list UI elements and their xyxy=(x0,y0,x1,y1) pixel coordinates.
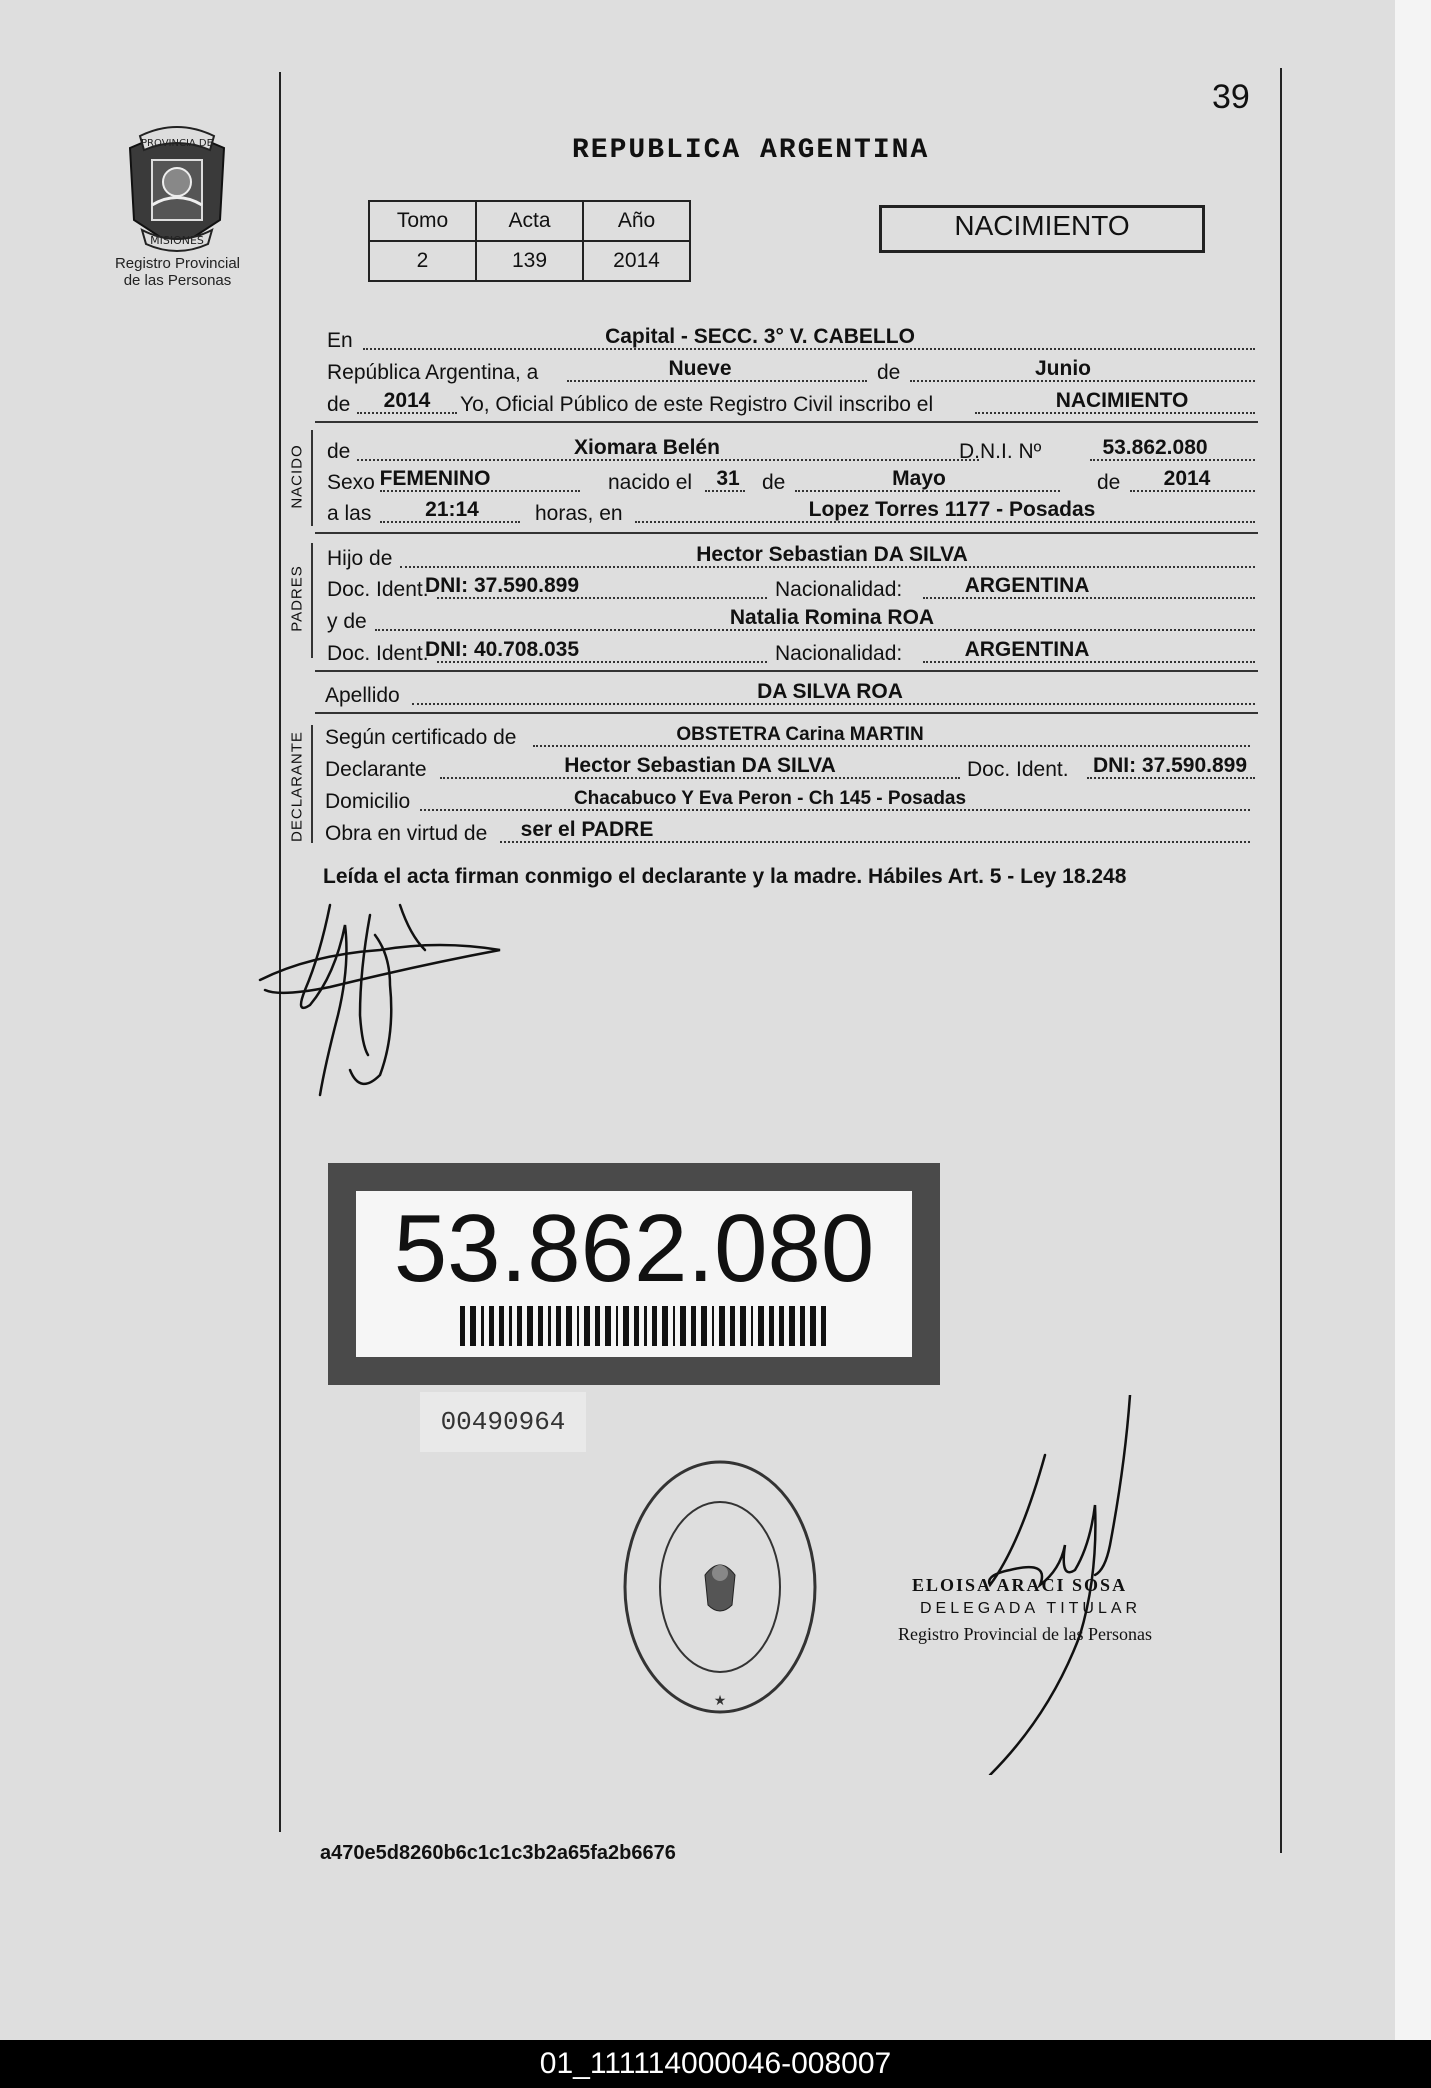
apellido-label: Apellido xyxy=(325,684,400,707)
segun-label: Según certificado de xyxy=(325,726,517,749)
page-number: 39 xyxy=(1212,78,1250,116)
declarante-bracket xyxy=(311,725,313,843)
barcode xyxy=(460,1306,826,1346)
logo-caption-line1: Registro Provincial xyxy=(114,255,241,272)
mother-name: Natalia Romina ROA xyxy=(729,606,935,629)
official-seal xyxy=(620,1455,820,1720)
birth-day: 31 xyxy=(716,467,740,490)
logo-caption-line2: de las Personas xyxy=(123,272,232,289)
svg-text:★: ★ xyxy=(713,1693,727,1709)
registry-table-header-row xyxy=(369,201,690,241)
value-acta: 139 xyxy=(476,241,583,281)
declarante-row-obra xyxy=(325,818,1255,848)
section-rule xyxy=(315,421,1258,423)
nacido-row-time xyxy=(325,498,1255,528)
value-ano: 2014 xyxy=(583,241,690,281)
value-tomo: 2 xyxy=(369,241,476,281)
mother-doc: DNI: 40.708.035 xyxy=(424,638,580,661)
header-tomo: Tomo xyxy=(369,201,476,241)
right-margin-line xyxy=(1280,68,1282,1853)
obra-value: ser el PADRE xyxy=(520,818,654,841)
page-edge xyxy=(1395,0,1431,2040)
domicilio-value: Chacabuco Y Eva Peron - Ch 145 - Posadas xyxy=(573,788,967,809)
yo-text: Yo, Oficial Público de este Registro Civil inscribo el xyxy=(460,393,934,416)
republica-label: República Argentina, a xyxy=(327,361,539,384)
padres-bracket xyxy=(311,543,313,658)
father-doc: DNI: 37.590.899 xyxy=(424,574,580,597)
registry-table-value-row xyxy=(369,241,690,281)
apellido-row xyxy=(325,680,1255,710)
official-title: DELEGADA TITULAR xyxy=(920,1600,1142,1617)
birth-month: Mayo xyxy=(892,467,946,490)
declarant-signature xyxy=(250,895,520,1105)
month-value: Junio xyxy=(1035,357,1091,380)
nacido-de-label: de xyxy=(327,440,351,463)
dni-plate-inner xyxy=(356,1191,912,1357)
declarante-label: Declarante xyxy=(325,758,427,781)
sexo-value: FEMENINO xyxy=(379,467,491,490)
nacido-row-name xyxy=(325,436,1255,466)
de-label: de xyxy=(877,361,901,384)
logo-caption xyxy=(100,255,255,289)
intro-row-en xyxy=(325,325,1255,355)
birth-de-label: de xyxy=(762,471,786,494)
padres-row-father xyxy=(325,543,1255,573)
father-doc-label: Doc. Ident. xyxy=(327,578,429,601)
padres-section-label: PADRES xyxy=(288,565,306,632)
nacido-el-label: nacido el xyxy=(608,471,693,494)
birth-time: 21:14 xyxy=(425,498,479,521)
intro-row-year xyxy=(325,389,1255,419)
mother-nationality-label: Nacionalidad: xyxy=(775,642,903,665)
a-las-label: a las xyxy=(327,502,372,525)
dni-plate xyxy=(328,1163,940,1385)
dni-label: D.N.I. Nº xyxy=(959,440,1042,463)
serial-number: 00490964 xyxy=(420,1392,586,1452)
declarante-doc-label: Doc. Ident. xyxy=(967,758,1069,781)
intro-row-republica xyxy=(325,357,1255,387)
section-rule xyxy=(315,532,1258,534)
declarante-row-domicilio xyxy=(325,786,1255,816)
closing-text: Leída el acta firman conmigo el declarante y la madre. Hábiles Art. 5 - Ley 18.248 xyxy=(323,865,1127,888)
section-rule xyxy=(315,712,1258,714)
padres-row-father-doc xyxy=(325,574,1255,604)
birth-de2-label: de xyxy=(1097,471,1121,494)
declarante-value: Hector Sebastian DA SILVA xyxy=(564,754,836,777)
birth-place: Lopez Torres 1177 - Posadas xyxy=(808,498,1096,521)
year-value: 2014 xyxy=(383,389,431,412)
mother-nationality: ARGENTINA xyxy=(964,638,1090,661)
footer-id: 01_111114000046-008007 xyxy=(0,2040,1431,2088)
header-acta: Acta xyxy=(476,201,583,241)
domicilio-label: Domicilio xyxy=(325,790,411,813)
en-label: En xyxy=(327,329,353,352)
svg-text:PROVINCIA DE: PROVINCIA DE xyxy=(141,138,213,149)
svg-text:MISIONES: MISIONES xyxy=(150,234,204,247)
dni-plate-number: 53.862.080 xyxy=(393,1195,875,1302)
official-name: ELOISA ARACI SOSA xyxy=(912,1575,1128,1595)
mother-doc-label: Doc. Ident. xyxy=(327,642,429,665)
father-nationality: ARGENTINA xyxy=(964,574,1090,597)
obra-label: Obra en virtud de xyxy=(325,822,488,845)
nacido-bracket xyxy=(311,430,313,526)
registry-table xyxy=(368,200,691,282)
declarante-section-label: DECLARANTE xyxy=(288,731,306,842)
inscribo-value: NACIMIENTO xyxy=(1055,389,1189,412)
header-ano: Año xyxy=(583,201,690,241)
hash-code: a470e5d8260b6c1c1c3b2a65fa2b6676 xyxy=(320,1842,676,1864)
child-name: Xiomara Belén xyxy=(574,436,720,459)
province-logo xyxy=(112,120,242,255)
y-de-label: y de xyxy=(327,610,367,633)
child-dni: 53.862.080 xyxy=(1102,436,1208,459)
apellido-value: DA SILVA ROA xyxy=(757,680,903,703)
hijo-label: Hijo de xyxy=(327,547,393,570)
declarante-row-segun xyxy=(325,722,1255,752)
sexo-label: Sexo xyxy=(327,471,375,494)
father-nationality-label: Nacionalidad: xyxy=(775,578,903,601)
declarante-doc: DNI: 37.590.899 xyxy=(1092,754,1248,777)
day-value: Nueve xyxy=(668,357,732,380)
section-rule xyxy=(315,670,1258,672)
padres-row-mother xyxy=(325,606,1255,636)
country-title: REPUBLICA ARGENTINA xyxy=(572,135,930,166)
horas-label: horas, en xyxy=(535,502,623,525)
nacido-row-sexo xyxy=(325,467,1255,497)
en-value: Capital - SECC. 3° V. CABELLO xyxy=(605,325,915,348)
de2-label: de xyxy=(327,393,351,416)
official-organization: Registro Provincial de las Personas xyxy=(898,1624,1152,1644)
father-name: Hector Sebastian DA SILVA xyxy=(696,543,968,566)
birth-year: 2014 xyxy=(1163,467,1211,490)
padres-row-mother-doc xyxy=(325,638,1255,668)
record-type-box: NACIMIENTO xyxy=(879,205,1205,253)
nacido-section-label: NACIDO xyxy=(288,444,306,509)
segun-value: OBSTETRA Carina MARTIN xyxy=(676,724,924,745)
declarante-row-name xyxy=(325,754,1255,784)
